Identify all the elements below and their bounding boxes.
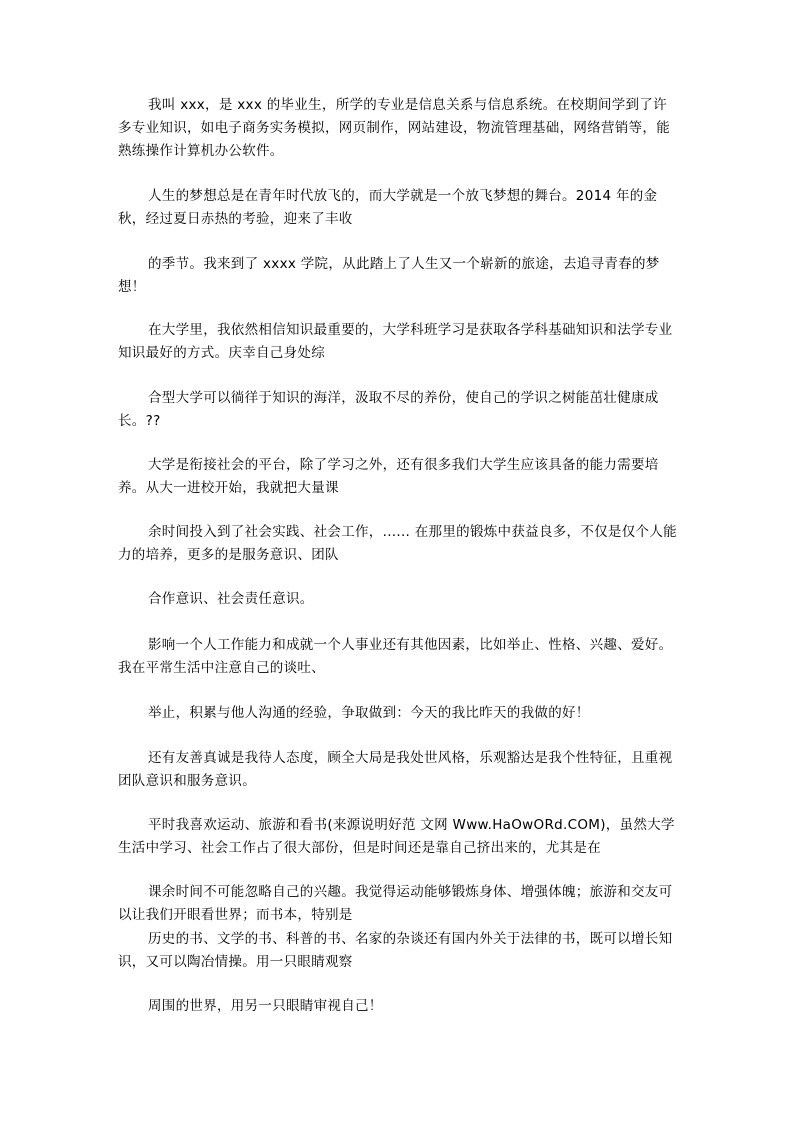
paragraph-knowledge: 在大学里，我依然相信知识最重要的，大学科班学习是获取各学科基础知识和法学专业知识最好的方式。庆幸自己身处综: [118, 322, 673, 361]
paragraph-dream: 人生的梦想总是在青年时代放飞的，而大学就是一个放飞梦想的舞台。2014 年的金秋，经过夏日赤热的考验，迎来了丰收: [118, 188, 658, 227]
paragraph-books: 历史的书、文学的书、科普的书、名家的杂谈还有国内外关于法律的书，既可以增长知识，又可以陶冶情操。用一只眼睛观察: [118, 931, 673, 970]
paragraph-manners: 举止，积累与他人沟通的经验，争取做到：今天的我比昨天的我做的好！: [148, 705, 590, 721]
paragraph-character: 还有友善真诚是我待人态度，顾全大局是我处世风格，乐观豁达是我个性特征，且重视团队意识和服务意识。: [118, 750, 673, 789]
paragraph-platform: 大学是衔接社会的平台，除了学习之外，还有很多我们大学生应该具备的能力需要培养。从大一进校开始，我就把大量课: [118, 457, 659, 496]
paragraph-practice: 余时间投入到了社会实践、社会工作，...... 在那里的锻炼中获益良多，不仅是仅个人能力的培养，更多的是服务意识、团队: [118, 524, 677, 563]
paragraph-introduction: 我叫 xxx，是 xxx 的毕业生，所学的专业是信息关系与信息系统。在校期间学到了许多专业知识，如电子商务实务模拟，网页制作，网站建设，物流管理基础，网络营销等，能熟练操作计算机办公软件。: [118, 97, 670, 159]
paragraph-teamwork: 合作意识、社会责任意识。: [148, 591, 314, 607]
paragraph-conclusion: 周围的世界，用另一只眼睛审视自己！: [148, 998, 383, 1014]
paragraph-interests: 课余时间不可能忽略自己的兴趣。我觉得运动能够锻炼身体、增强体魄；旅游和交友可以让我们开眼看世界；而书本，特别是: [118, 884, 673, 923]
paragraph-factors: 影响一个人工作能力和成就一个人事业还有其他因素，比如举止、性格、兴趣、爱好。我在平常生活中注意自己的谈吐、: [118, 637, 673, 676]
paragraph-growth: 合型大学可以徜徉于知识的海洋，汲取不尽的养份，使自己的学识之树能茁壮健康成长。??: [118, 390, 659, 429]
paragraph-season: 的季节。我来到了 xxxx 学院，从此踏上了人生又一个崭新的旅途，去追寻青春的梦想！: [118, 256, 660, 295]
paragraph-hobbies: 平时我喜欢运动、旅游和看书(来源说明好范 文网 Www.HaOwORd.COM)，虽然大学生活中学习、社会工作占了很大部份，但是时间还是靠自己挤出来的，尤其是在: [118, 817, 675, 856]
